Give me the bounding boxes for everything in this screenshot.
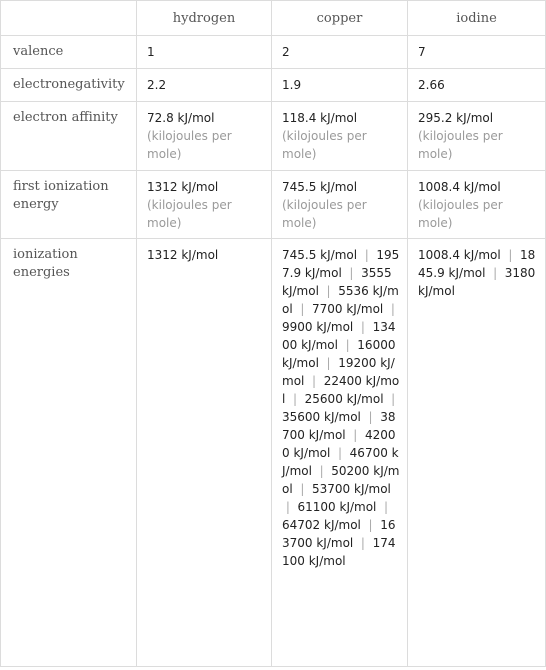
ionization-energy-value: 22400 kJ/mol xyxy=(282,374,400,406)
unit-note: (kilojoules per mole) xyxy=(418,198,503,230)
ionization-list-copper xyxy=(272,239,408,667)
ionization-energy-value: 3180 kJ/mol xyxy=(418,266,536,298)
table-row xyxy=(1,36,546,69)
ionization-energy-value: 174100 kJ/mol xyxy=(282,536,396,568)
cell-value-text: 72.8 kJ/mol xyxy=(147,111,215,125)
ionization-energy-value: 64702 kJ/mol xyxy=(282,518,361,532)
unit-note: (kilojoules per mole) xyxy=(418,129,503,161)
column-header-hydrogen: hydrogen xyxy=(137,1,272,36)
ionization-energy-value: 13400 kJ/mol xyxy=(282,320,396,352)
cell-value: 2.2 xyxy=(137,69,272,102)
unit-note: (kilojoules per mole) xyxy=(147,129,232,161)
ionization-energy-value: 9900 kJ/mol xyxy=(282,320,354,334)
list-separator: | xyxy=(383,392,400,406)
ionization-energy-value: 35600 kJ/mol xyxy=(282,410,361,424)
column-header-copper: copper xyxy=(272,1,408,36)
cell-value xyxy=(137,102,272,171)
ionization-energy-value: 7700 kJ/mol xyxy=(312,302,384,316)
ionization-energy-value: 50200 kJ/mol xyxy=(282,464,400,496)
ionization-energy-value: 16000 kJ/mol xyxy=(282,338,396,370)
table-row xyxy=(1,171,546,239)
unit-note: (kilojoules per mole) xyxy=(147,198,232,230)
ionization-energy-value: 163700 kJ/mol xyxy=(282,518,396,550)
list-separator: | xyxy=(292,302,312,316)
ionization-energy-value: 53700 kJ/mol xyxy=(312,482,391,496)
cell-value: 1 xyxy=(137,36,272,69)
table-row xyxy=(1,102,546,171)
ionization-energy-value: 5536 kJ/mol xyxy=(282,284,399,316)
list-separator: | xyxy=(282,500,298,514)
cell-value: 7 xyxy=(408,36,546,69)
list-separator: | xyxy=(318,284,339,298)
ionization-energy-value: 42000 kJ/mol xyxy=(282,428,396,460)
corner-cell xyxy=(1,1,137,36)
cell-value xyxy=(408,171,546,239)
list-separator: | xyxy=(360,410,381,424)
list-separator: | xyxy=(353,536,373,550)
list-separator: | xyxy=(383,302,399,316)
cell-value xyxy=(137,171,272,239)
row-label-first-ionization-energy: first ionization energy xyxy=(1,171,137,239)
ionization-energy-value: 19200 kJ/mol xyxy=(282,356,395,388)
ionization-energy-value: 3555 kJ/mol xyxy=(282,266,392,298)
list-separator: | xyxy=(360,518,381,532)
row-label-electronegativity: electronegativity xyxy=(1,69,137,102)
list-separator: | xyxy=(318,356,339,370)
cell-value-text: 1312 kJ/mol xyxy=(147,180,219,194)
list-separator: | xyxy=(285,392,305,406)
cell-value-text: 745.5 kJ/mol xyxy=(282,180,358,194)
ionization-energy-value: 61100 kJ/mol xyxy=(297,500,377,514)
table-row xyxy=(1,239,546,667)
list-separator: | xyxy=(311,464,332,478)
list-separator: | xyxy=(357,248,377,262)
header-row xyxy=(1,1,546,36)
list-separator: | xyxy=(345,428,365,442)
cell-value-text: 1008.4 kJ/mol xyxy=(418,180,501,194)
cell-value: 2.66 xyxy=(408,69,546,102)
cell-value: 2 xyxy=(272,36,408,69)
list-separator: | xyxy=(292,482,312,496)
ionization-energy-value: 1957.9 kJ/mol xyxy=(282,248,400,280)
cell-value xyxy=(272,171,408,239)
ionization-energy-value: 1008.4 kJ/mol xyxy=(418,248,501,262)
ionization-energy-value: 1845.9 kJ/mol xyxy=(418,248,536,280)
ionization-list-hydrogen xyxy=(137,239,272,667)
list-separator: | xyxy=(353,320,373,334)
ionization-energy-value: 46700 kJ/mol xyxy=(282,446,399,478)
ionization-list-iodine xyxy=(408,239,546,667)
ionization-energy-value: 1312 kJ/mol xyxy=(147,248,219,262)
row-label-ionization-energies: ionization energies xyxy=(1,239,137,667)
table-row xyxy=(1,69,546,102)
unit-note: (kilojoules per mole) xyxy=(282,129,367,161)
ionization-energy-value: 25600 kJ/mol xyxy=(304,392,384,406)
list-separator: | xyxy=(485,266,505,280)
cell-value xyxy=(408,102,546,171)
list-separator: | xyxy=(500,248,521,262)
ionization-energy-value: 38700 kJ/mol xyxy=(282,410,396,442)
list-separator: | xyxy=(376,500,392,514)
cell-value: 1.9 xyxy=(272,69,408,102)
cell-value xyxy=(272,102,408,171)
cell-value-text: 295.2 kJ/mol xyxy=(418,111,494,125)
list-separator: | xyxy=(337,338,358,352)
cell-value-text: 118.4 kJ/mol xyxy=(282,111,358,125)
row-label-electron-affinity: electron affinity xyxy=(1,102,137,171)
ionization-energy-value: 745.5 kJ/mol xyxy=(282,248,358,262)
unit-note: (kilojoules per mole) xyxy=(282,198,367,230)
list-separator: | xyxy=(330,446,350,460)
list-separator: | xyxy=(304,374,324,388)
list-separator: | xyxy=(341,266,362,280)
row-label-valence: valence xyxy=(1,36,137,69)
column-header-iodine: iodine xyxy=(408,1,546,36)
